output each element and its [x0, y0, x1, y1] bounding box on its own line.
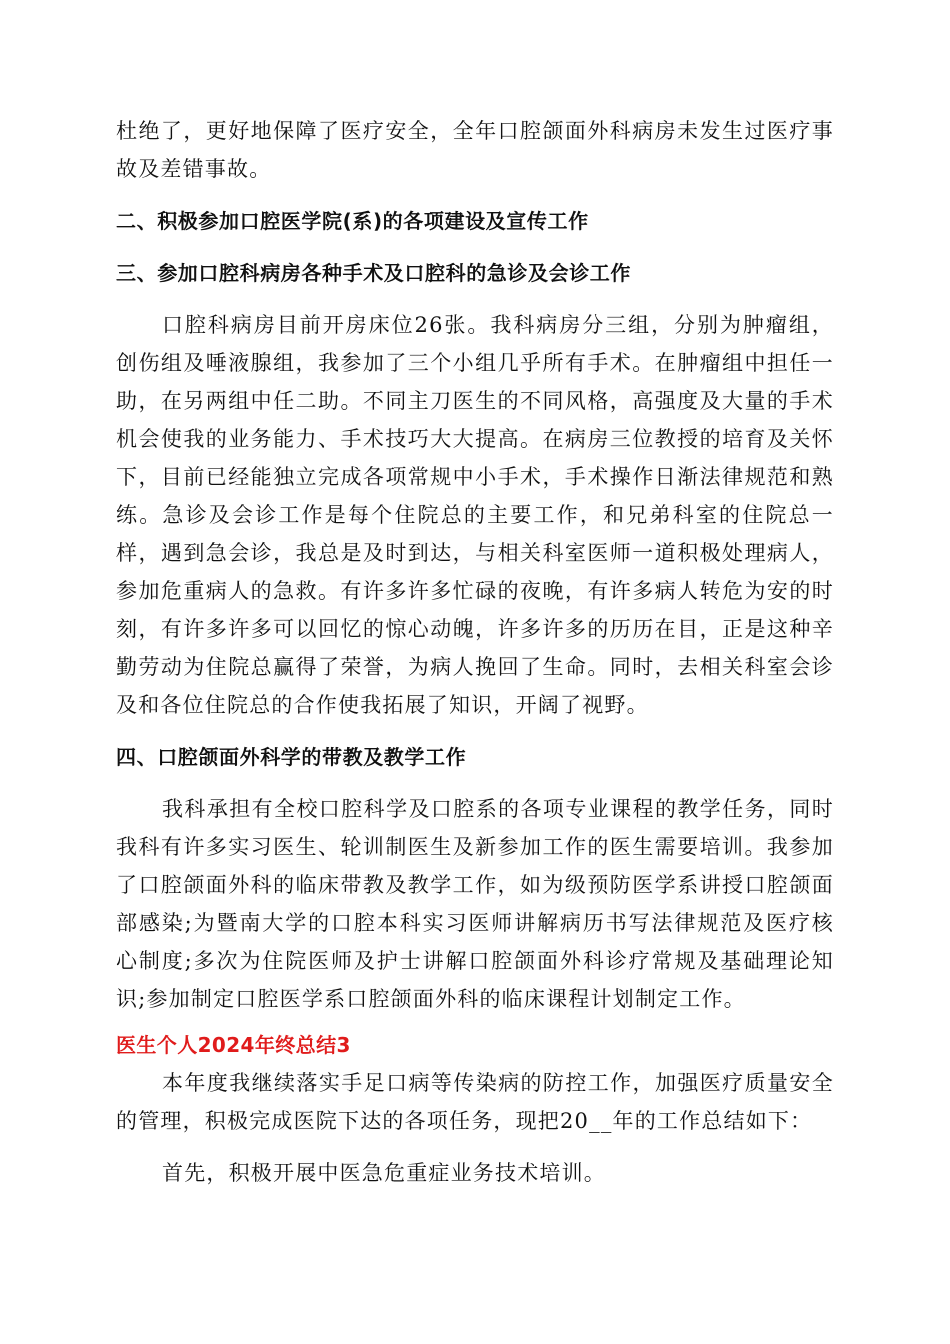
heading-section-two: 二、积极参加口腔医学院(系)的各项建设及宣传工作	[116, 209, 589, 233]
heading-section-three: 三、参加口腔科病房各种手术及口腔科的急诊及会诊工作	[116, 261, 631, 285]
paragraph-medical-safety: 杜绝了，更好地保障了医疗安全，全年口腔颌面外科病房未发生过医疗事故及差错事故。	[116, 119, 834, 181]
paragraph-teaching-work: 我科承担有全校口腔科学及口腔系的各项专业课程的教学任务，同时我科有许多实习医生、轮训制医生及新参加工作的医生需要培训。我参加了口腔颌面外科的临床带教及教学工作，如为级预防医学系讲授口腔颌面部感染;为暨南大学的口腔本科实习医师讲解病历书写法律规范及医疗核心制度;多次为住院医师及护士讲解口腔颌面外科诊疗常规及基础理论知识;参加制定口腔医学系口腔颌面外科的临床课程计划制定工作。	[116, 797, 834, 1011]
heading-section-four: 四、口腔颌面外科学的带教及教学工作	[116, 745, 467, 769]
document-page	[116, 112, 834, 1192]
paragraph-first-point: 首先，积极开展中医急危重症业务技术培训。	[162, 1161, 606, 1185]
paragraph-surgery-work: 口腔科病房目前开房床位26张。我科病房分三组，分别为肿瘤组，创伤组及唾液腺组，我参加了三个小组几乎所有手术。在肿瘤组中担任一助，在另两组中任二助。不同主刀医生的不同风格，高强度及大量的手术机会使我的业务能力、手术技巧大大提高。在病房三位教授的培育及关怀下，目前已经能独立完成各项常规中小手术，手术操作日渐法律规范和熟练。急诊及会诊工作是每个住院总的主要工作，和兄弟科室的住院总一样，遇到急会诊，我总是及时到达，与相关科室医师一道积极处理病人，参加危重病人的急救。有许多许多忙碌的夜晚，有许多病人转危为安的时刻，有许多许多可以回忆的惊心动魄，许多许多的历历在目，正是这种辛勤劳动为住院总赢得了荣誉，为病人挽回了生命。同时，去相关科室会诊及和各位住院总的合作使我拓展了知识，开阔了视野。	[116, 313, 834, 717]
paragraph-annual-summary-intro: 本年度我继续落实手足口病等传染病的防控工作，加强医疗质量安全的管理，积极完成医院下达的各项任务，现把20__年的工作总结如下：	[116, 1071, 834, 1133]
section-title: 医生个人2024年终总结3	[116, 1033, 351, 1057]
